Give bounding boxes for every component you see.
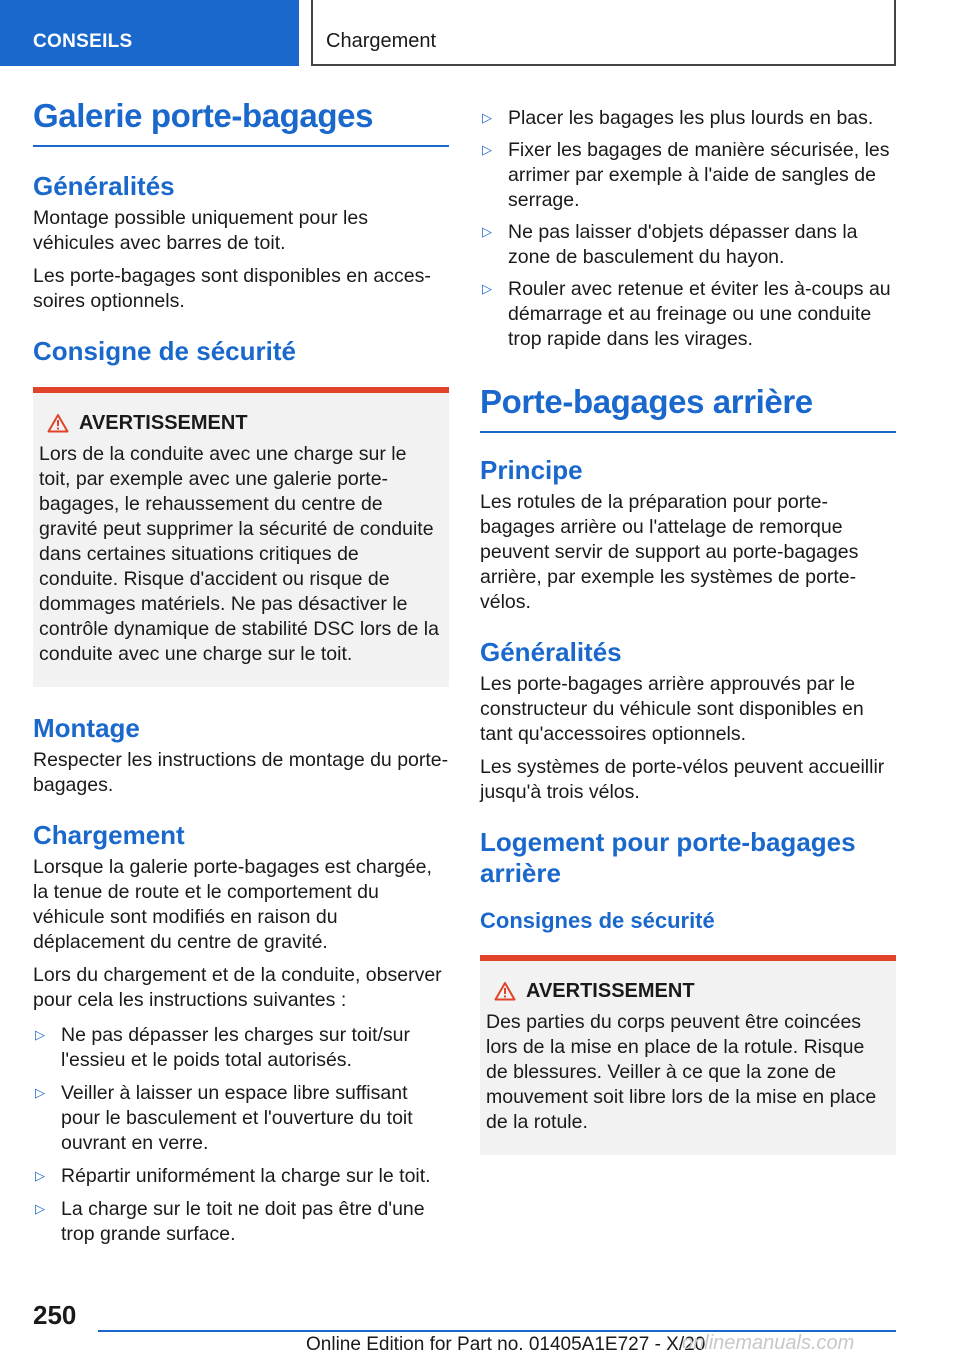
section-title: Porte-bagages arrière: [480, 382, 896, 433]
paragraph: Les porte-bagages sont disponibles en accessoires optionnels.: [33, 265, 431, 312]
warning-title: AVERTISSEMENT: [526, 980, 695, 1002]
footer-edition: Online Edition for Part no. 01405A1E727 - X/20: [306, 1334, 706, 1355]
left-column: [33, 96, 449, 1247]
list-item: ▷ La charge sur le toit ne doit pas être d'une trop grande surface.: [35, 1198, 425, 1245]
warning-header: [486, 979, 890, 1003]
heading-consignes: Consignes de sécurité: [480, 908, 715, 933]
heading-logement: Logement pour porte-bagages arrière: [480, 827, 856, 888]
paragraph: Montage possible uniquement pour les véhicules avec barres de toit.: [33, 207, 368, 254]
watermark: onlinemanuals.com: [682, 1332, 855, 1354]
page-number: 250: [33, 1300, 77, 1330]
heading-generalites: Généralités: [33, 171, 175, 201]
warning-triangle-icon: [494, 981, 516, 1001]
triangle-bullet-icon: ▷: [482, 142, 492, 157]
warning-text: Des parties du corps peuvent être coincées lors de la mise en place de la rotule. Risque de blessures. Veiller à ce que la zone de mouvement soit libre lors de la mise en place de la rotule.: [486, 1011, 877, 1133]
triangle-bullet-icon: ▷: [482, 281, 492, 296]
page-title: Galerie porte-bagages: [33, 96, 449, 147]
paragraph: Les rotules de la préparation pour porte-bagages arrière ou l'attelage de remorque peuvent servir de support au porte-bagages arrière, par exemple les systèmes de porte-vélos.: [480, 491, 859, 613]
bullet-list: [480, 106, 896, 352]
triangle-bullet-icon: ▷: [482, 224, 492, 239]
list-item: ▷ Ne pas dépasser les charges sur toit/sur l'essieu et le poids total autorisés.: [35, 1024, 411, 1071]
triangle-bullet-icon: ▷: [35, 1085, 45, 1100]
triangle-bullet-icon: ▷: [482, 110, 492, 125]
warning-header: [39, 411, 443, 435]
section-label: CONSEILS: [33, 31, 133, 52]
warning-title: AVERTISSEMENT: [79, 412, 248, 434]
list-item: ▷ Ne pas laisser d'objets dépasser dans la zone de basculement du hayon.: [482, 221, 858, 268]
triangle-bullet-icon: ▷: [35, 1201, 45, 1216]
list-item: ▷ Rouler avec retenue et éviter les à-coups au démarrage et au freinage ou une conduite trop rapide dans les virages.: [482, 278, 891, 350]
warning-box: [33, 387, 449, 687]
list-item: ▷ Fixer les bagages de manière sécurisée, les arrimer par exemple à l'aide de sangles de serrage.: [482, 139, 890, 211]
heading-consigne: Consigne de sécurité: [33, 336, 296, 366]
list-item: ▷ Répartir uniformément la charge sur le toit.: [35, 1165, 431, 1187]
chapter-tab: [311, 0, 896, 66]
heading-montage: Montage: [33, 713, 140, 743]
warning-box: [480, 955, 896, 1155]
chapter-label: Chargement: [326, 30, 437, 52]
paragraph: Les porte-bagages arrière approuvés par le constructeur du véhicule sont disponibles en tant qu'accessoires optionnels.: [480, 673, 864, 745]
heading-chargement: Chargement: [33, 820, 185, 850]
list-item: ▷ Veiller à laisser un espace libre suffisant pour le basculement et l'ouverture du toit ouvrant en verre.: [35, 1082, 413, 1154]
paragraph: Respecter les instructions de montage du porte-bagages.: [33, 749, 449, 796]
heading-generalites: Généralités: [480, 637, 622, 667]
triangle-bullet-icon: ▷: [35, 1168, 45, 1183]
triangle-bullet-icon: ▷: [35, 1027, 45, 1042]
list-item: ▷ Placer les bagages les plus lourds en bas.: [482, 107, 874, 129]
paragraph: Lorsque la galerie porte-bagages est chargée, la tenue de route et le comportement du véhicule sont modifiés en raison du déplacement du centre de gravité.: [33, 856, 432, 953]
bullet-list: [33, 1023, 449, 1247]
warning-text: Lors de la conduite avec une charge sur le toit, par exemple avec une galerie porte-bagages, le rehaussement du centre de gravité peut supprimer la sécurité de conduite dans certaines situations critiques de conduite. Risque d'accident ou risque de dommages matériels. Ne pas désactiver le contrôle dynamique de stabilité DSC lors de la conduite avec une charge sur le toit.: [39, 443, 439, 665]
paragraph: Lors du chargement et de la conduite, observer pour cela les instructions suivantes :: [33, 964, 442, 1011]
warning-triangle-icon: [47, 413, 69, 433]
section-tab: [0, 0, 299, 66]
heading-principe: Principe: [480, 455, 583, 485]
paragraph: Les systèmes de porte-vélos peuvent accueillir jusqu'à trois vélos.: [480, 756, 885, 803]
right-column: [480, 106, 896, 1155]
